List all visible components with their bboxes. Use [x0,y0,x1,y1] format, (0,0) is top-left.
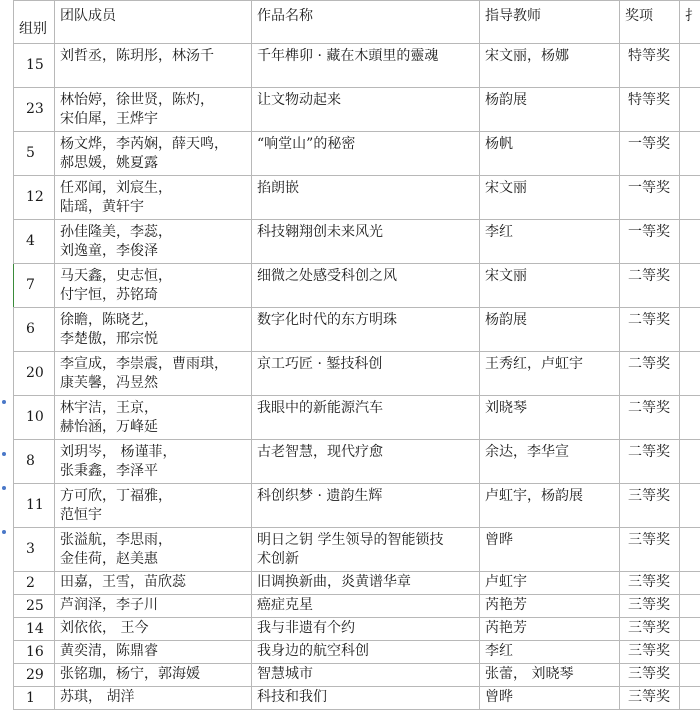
members-line: 刘依依， 王今 [60,620,149,636]
cell-advisor[interactable]: 李红 [480,641,620,664]
cell-group[interactable]: 25 [14,595,55,618]
title-line: 千年榫卯 · 藏在木頭里的靈魂 [257,48,439,64]
cell-award[interactable]: 特等奖 [620,88,680,132]
cell-members[interactable] [55,308,252,352]
title-line: 我与非遗有个约 [257,620,355,636]
cell-group[interactable]: 16 [14,641,55,664]
header-row [14,1,700,44]
members-line: 赫怡涵，万峰延 [60,419,158,435]
cell-extra[interactable] [680,352,700,396]
cell-advisor[interactable]: 张蕾， 刘晓琴 [480,664,620,687]
cell-members[interactable] [55,618,252,641]
cell-title[interactable] [252,264,480,308]
cell-award[interactable]: 二等奖 [620,440,680,484]
cell-award[interactable]: 特等奖 [620,44,680,88]
cell-title[interactable] [252,440,480,484]
cell-group[interactable]: 1 [14,687,55,710]
cell-award[interactable]: 三等奖 [620,484,680,528]
cell-title[interactable] [252,44,480,88]
awards-table [13,0,700,710]
cell-group[interactable]: 6 [14,308,55,352]
title-line: 我眼中的新能源汽车 [257,400,383,416]
cell-extra[interactable] [680,664,700,687]
cell-extra[interactable] [680,264,700,308]
cell-award[interactable]: 三等奖 [620,687,680,710]
table-row [14,618,700,641]
cell-advisor[interactable]: 王秀红，卢虹宇 [480,352,620,396]
marker-dot [2,452,6,456]
cell-extra[interactable] [680,687,700,710]
cell-advisor[interactable]: 芮艳芳 [480,618,620,641]
members-line: 方可欣，丁福雅， [60,488,172,504]
cell-group[interactable]: 10 [14,396,55,440]
members-line: 刘玥岑， 杨谨菲， [60,444,177,460]
cell-group[interactable]: 23 [14,88,55,132]
cell-group[interactable]: 14 [14,618,55,641]
table-row [14,687,700,710]
cell-members[interactable] [55,572,252,595]
cell-advisor[interactable]: 李红 [480,220,620,264]
cell-group[interactable]: 2 [14,572,55,595]
cell-title[interactable] [252,88,480,132]
cell-advisor[interactable]: 卢虹宇，杨韵展 [480,484,620,528]
cell-members[interactable] [55,664,252,687]
cell-members[interactable] [55,88,252,132]
cell-group[interactable]: 15 [14,44,55,88]
cell-group[interactable]: 3 [14,528,55,572]
header-group[interactable]: 组别 [14,1,55,44]
cell-members[interactable] [55,484,252,528]
cell-advisor[interactable]: 杨帆 [480,132,620,176]
table-row [14,641,700,664]
title-line: 细微之处感受科创之风 [257,268,397,284]
cell-members[interactable] [55,176,252,220]
header-award[interactable]: 奖项 [620,1,680,44]
cell-group[interactable]: 29 [14,664,55,687]
title-line: 癌症克星 [257,597,313,613]
cell-award[interactable]: 三等奖 [620,528,680,572]
table-row [14,528,700,572]
cell-group[interactable]: 11 [14,484,55,528]
title-line: 明日之钥 学生领导的智能锁技 [257,532,444,548]
header-advisor[interactable]: 指导教师 [480,1,620,44]
cell-extra[interactable] [680,484,700,528]
cell-group[interactable]: 20 [14,352,55,396]
cell-title[interactable] [252,132,480,176]
title-line: 古老智慧，现代疗愈 [257,444,383,460]
cell-extra[interactable] [680,88,700,132]
title-line: “响堂山”的秘密 [257,136,356,152]
members-line: 黄奕清，陈鼎睿 [60,643,158,659]
cell-title[interactable] [252,484,480,528]
members-line: 张秉鑫，李泽平 [60,463,158,479]
cell-members[interactable] [55,132,252,176]
cell-award[interactable]: 二等奖 [620,352,680,396]
cell-group[interactable]: 4 [14,220,55,264]
table-row [14,220,700,264]
cell-extra[interactable] [680,396,700,440]
cell-advisor[interactable]: 宋文丽 [480,264,620,308]
members-line: 芦润泽，李子川 [60,597,158,613]
cell-extra[interactable] [680,528,700,572]
cell-members[interactable] [55,220,252,264]
header-members[interactable]: 团队成员 [55,1,252,44]
cell-title[interactable] [252,687,480,710]
title-line: 京工巧匠 · 錾技科创 [257,356,383,372]
cell-extra[interactable] [680,595,700,618]
members-line: 郝思媛，姚夏露 [60,155,158,171]
cell-advisor[interactable]: 曾晔 [480,687,620,710]
cell-members[interactable] [55,264,252,308]
marker-dot [2,486,6,490]
members-line: 李楚傲，邢宗悦 [60,331,158,347]
members-line: 徐瞻，陈晓艺， [60,312,158,328]
members-line: 田嘉，王雪，苗欣蕊 [60,574,186,590]
table-row [14,88,700,132]
cell-members[interactable] [55,352,252,396]
members-line: 任邓闻，刘宸生， [60,180,172,196]
cell-advisor[interactable]: 卢虹宇 [480,572,620,595]
table-row [14,264,700,308]
cell-extra[interactable] [680,308,700,352]
cell-members[interactable] [55,528,252,572]
title-line: 掐朗嵌 [257,180,299,196]
cell-award[interactable]: 三等奖 [620,664,680,687]
cell-award[interactable]: 三等奖 [620,595,680,618]
title-line: 科创织梦 · 遗韵生辉 [257,488,383,504]
members-line: 林怡婷，徐世贤，陈灼， [60,92,214,108]
title-line: 我身边的航空科创 [257,643,369,659]
table-row [14,572,700,595]
cell-title[interactable] [252,528,480,572]
marker-dot [2,400,6,404]
title-line: 数字化时代的东方明珠 [257,312,397,328]
table-row [14,595,700,618]
cell-extra[interactable] [680,572,700,595]
cell-advisor[interactable]: 曾晔 [480,528,620,572]
row-gutter [0,0,12,721]
cell-title[interactable] [252,396,480,440]
table-row [14,352,700,396]
cell-members[interactable] [55,440,252,484]
cell-advisor[interactable]: 刘晓琴 [480,396,620,440]
cell-members[interactable] [55,396,252,440]
cell-extra[interactable] [680,44,700,88]
table-row [14,484,700,528]
cell-award[interactable]: 三等奖 [620,572,680,595]
table-row [14,176,700,220]
cell-award[interactable]: 一等奖 [620,176,680,220]
members-line: 陆瑶，黄轩宇 [60,199,144,215]
cell-title[interactable] [252,352,480,396]
title-line: 科技翱翔创未来风光 [257,224,383,240]
table-row [14,396,700,440]
cell-title[interactable] [252,595,480,618]
cell-title[interactable] [252,176,480,220]
cell-title[interactable] [252,618,480,641]
cell-award[interactable]: 三等奖 [620,641,680,664]
cell-award[interactable]: 二等奖 [620,264,680,308]
cell-members[interactable] [55,44,252,88]
table-row [14,44,700,88]
cell-award[interactable]: 三等奖 [620,618,680,641]
cell-title[interactable] [252,220,480,264]
cell-title[interactable] [252,308,480,352]
cell-title[interactable] [252,664,480,687]
cell-award[interactable]: 一等奖 [620,132,680,176]
cell-extra[interactable] [680,440,700,484]
members-line: 刘逸童，李俊泽 [60,243,158,259]
members-line: 苏琪， 胡洋 [60,689,135,705]
members-line: 杨文烨，李芮娴，薛天鸣， [60,136,228,152]
cell-advisor[interactable]: 宋文丽，杨娜 [480,44,620,88]
cell-award[interactable]: 二等奖 [620,308,680,352]
table-row [14,664,700,687]
cell-members[interactable] [55,641,252,664]
cell-extra[interactable] [680,220,700,264]
members-line: 金佳荷，赵美惠 [60,551,158,567]
members-line: 林宇洁，王京， [60,400,158,416]
members-line: 付宇恒，苏铭琦 [60,287,158,303]
members-line: 孙佳隆美，李蕊， [60,224,172,240]
cell-advisor[interactable]: 宋文丽 [480,176,620,220]
header-title[interactable]: 作品名称 [252,1,480,44]
cell-extra[interactable] [680,618,700,641]
title-line: 旧调换新曲，炎黄谱华章 [257,574,411,590]
cell-group[interactable]: 7 [14,264,55,308]
title-line: 科技和我们 [257,689,327,705]
members-line: 康芙馨，冯昱然 [60,375,158,391]
table-row [14,308,700,352]
title-line: 智慧城市 [257,666,313,682]
header-extra[interactable]: 扌 [680,1,700,44]
cell-members[interactable] [55,595,252,618]
cell-award[interactable]: 二等奖 [620,396,680,440]
cell-award[interactable]: 一等奖 [620,220,680,264]
cell-group[interactable]: 8 [14,440,55,484]
cell-group[interactable]: 12 [14,176,55,220]
title-line: 术创新 [257,551,299,567]
table-row [14,440,700,484]
members-line: 范恒宇 [60,507,102,523]
cell-extra[interactable] [680,132,700,176]
members-line: 李宣成，李崇震，曹雨琪， [60,356,228,372]
members-line: 马天鑫，史志恒， [60,268,172,284]
cell-members[interactable] [55,687,252,710]
members-line: 张溢航，李思雨， [60,532,172,548]
cell-advisor[interactable]: 杨韵展 [480,308,620,352]
cell-advisor[interactable]: 余达，李华宣 [480,440,620,484]
cell-extra[interactable] [680,176,700,220]
cell-advisor[interactable]: 杨韵展 [480,88,620,132]
title-line: 让文物动起来 [257,92,341,108]
table-row [14,132,700,176]
marker-dot [2,530,6,534]
cell-title[interactable] [252,641,480,664]
cell-advisor[interactable]: 芮艳芳 [480,595,620,618]
members-line: 张铭珈，杨宁，郭海媛 [60,666,200,682]
members-line: 宋伯犀，王烨宇 [60,111,158,127]
cell-group[interactable]: 5 [14,132,55,176]
cell-extra[interactable] [680,641,700,664]
members-line: 刘哲丞，陈玥彤，林汤千 [60,48,214,64]
cell-title[interactable] [252,572,480,595]
